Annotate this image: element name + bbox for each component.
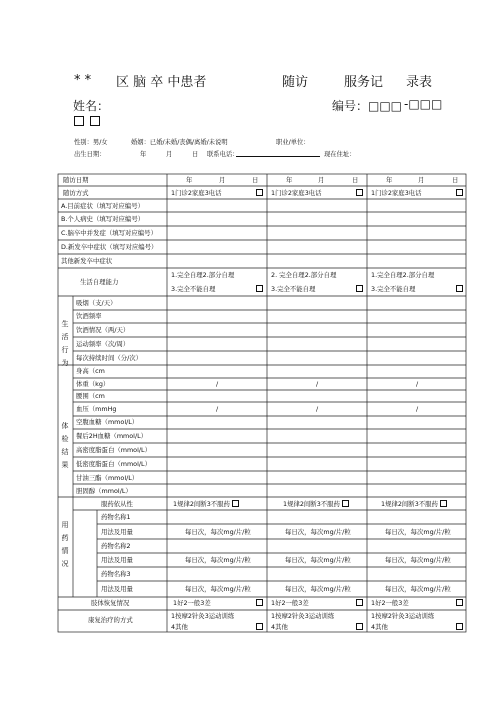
dose-2-col3: 每日次，每次mg/片/粒 — [385, 556, 451, 564]
rehab-checkbox-2[interactable] — [356, 623, 363, 630]
row-other-symptoms: 其他新发卒中症状 — [61, 257, 113, 265]
dose-2-col2: 每日次，每次mg/片/粒 — [285, 556, 351, 564]
date-year-2: 年 — [286, 176, 293, 184]
dose-3-col1: 每日次，每次mg/片/粒 — [185, 585, 251, 593]
recovery-checkbox-1[interactable] — [256, 599, 263, 606]
lifestyle-drink-frequency: 饮酒频率 — [76, 312, 102, 320]
row-complications: C.脑卒中并发症（填写对应编号） — [61, 229, 157, 237]
id-label: 编号：□□□ — [332, 99, 403, 113]
marriage-field: 婚姻：已婚/未婚/丧偶/离婚/未说明 — [131, 139, 228, 146]
lifestyle-smoking: 吸烟（支/天） — [76, 299, 117, 307]
rehab-1-line1: 1按摩2针灸3运动训练 — [171, 612, 235, 620]
date-year-1: 年 — [186, 176, 193, 184]
phone-label: 联系电话： — [207, 151, 239, 158]
rehab-checkbox-1[interactable] — [256, 623, 263, 630]
method-option-3[interactable]: 1门诊2家庭3电话 — [371, 189, 422, 197]
drug-name-3: 药物名称3 — [101, 570, 131, 578]
exam-weight: 体重（kg） — [76, 380, 110, 388]
selfcare-3-line2: 3.完全不能自理 — [371, 285, 416, 293]
selfcare-1-line1: 1.完全自理2.部分自理 — [171, 271, 235, 279]
bp-slash-2: / — [316, 405, 319, 413]
title-part-3: 服务记 — [344, 75, 384, 90]
selfcare-checkbox-2[interactable] — [356, 285, 363, 292]
weight-slash-1: / — [216, 380, 219, 388]
recovery-checkbox-3[interactable] — [456, 599, 463, 606]
bp-slash-3: / — [416, 405, 419, 413]
id-suffix: -□□□ — [404, 97, 443, 111]
selfcare-1-line2: 3.完全不能自理 — [171, 285, 216, 293]
selfcare-checkbox-3[interactable] — [456, 285, 463, 292]
sex-field: 性别：男/女 — [74, 139, 108, 146]
drug-name-1: 药物名称1 — [101, 513, 131, 521]
date-year-3: 年 — [386, 176, 393, 184]
dose-1-col3: 每日次，每次mg/片/粒 — [385, 528, 451, 536]
exam-triglyceride: 甘油三酯（mmol/L） — [76, 474, 139, 482]
title-part-1: 区 脑 卒 中患者 — [116, 75, 207, 90]
lifestyle-exercise-duration: 每次持续时间（分/次） — [76, 354, 143, 362]
exam-fasting-glucose: 空腹血糖（mmol/L） — [76, 418, 139, 426]
dose-2-col1: 每日次，每次mg/片/粒 — [185, 556, 251, 564]
title-stars: * * — [74, 73, 92, 88]
medication-group-label: 用 药 情 况 — [61, 521, 69, 568]
row-personal-history: B.个人病史（填写对应编号） — [61, 215, 145, 223]
exam-blood-pressure: 血压（mmHg — [76, 405, 117, 413]
method-checkbox-1[interactable] — [256, 189, 263, 196]
weight-slash-3: / — [416, 380, 419, 388]
compliance-option-2: 1规律2间断3不服药 — [283, 500, 340, 508]
method-option-2[interactable]: 1门诊2家庭3电话 — [271, 189, 322, 197]
rehab-checkbox-3[interactable] — [456, 623, 463, 630]
compliance-option-3: 1规律2间断3不服药 — [381, 500, 438, 508]
row-current-symptoms: A.目前症状（填写对应编号） — [61, 202, 144, 210]
compliance-option-1: 1规律2间断3不服药 — [173, 500, 230, 508]
name-label: 姓名： — [73, 99, 110, 113]
usage-label-1: 用法及用量 — [101, 528, 133, 536]
compliance-checkbox-2[interactable] — [342, 500, 349, 507]
usage-label-3: 用法及用量 — [101, 585, 133, 593]
exam-hdl: 高密度脂蛋白（mmol/L） — [76, 446, 151, 454]
address-label: 现在住址： — [324, 151, 356, 158]
dose-1-col2: 每日次，每次mg/片/粒 — [285, 528, 351, 536]
exam-postprandial-glucose: 餐后2H血糖（mmol/L） — [76, 432, 148, 440]
lifestyle-group-label: 生 活 行 为 — [61, 320, 69, 367]
recovery-label: 肢体恢复情况 — [91, 599, 130, 607]
dose-3-col2: 每日次，每次mg/片/粒 — [285, 585, 351, 593]
rehab-3-line1: 1按摩2针灸3运动训练 — [371, 612, 435, 620]
method-label: 随访方式 — [63, 189, 89, 197]
exam-group-label: 体 检 结 果 — [61, 422, 69, 469]
method-checkbox-2[interactable] — [356, 189, 363, 196]
weight-slash-2: / — [316, 380, 319, 388]
dose-1-col1: 每日次，每次mg/片/粒 — [185, 528, 251, 536]
row-new-symptoms: D.新发卒中症状（填写对应编号） — [61, 243, 158, 251]
job-field: 职业/单位： — [276, 139, 310, 146]
recovery-option-3: 1好2一般3差 — [371, 599, 409, 607]
date-month-3: 月 — [418, 176, 425, 184]
title-part-2: 随访 — [282, 75, 309, 90]
compliance-checkbox-1[interactable] — [232, 500, 239, 507]
date-month-1: 月 — [219, 176, 226, 184]
dose-3-col3: 每日次，每次mg/片/粒 — [385, 585, 451, 593]
rehab-label: 康复治疗的方式 — [88, 616, 133, 624]
selfcare-2-line1: 2. 完全自理2.部分自理 — [271, 271, 337, 279]
selfcare-checkbox-1[interactable] — [256, 285, 263, 292]
compliance-label: 服药依从性 — [101, 500, 133, 508]
method-option-1[interactable]: 1门诊2家庭3电话 — [171, 189, 222, 197]
bp-slash-1: / — [216, 405, 219, 413]
date-label: 随访日期 — [63, 176, 89, 184]
rehab-2-line1: 1按摩2针灸3运动训练 — [271, 612, 335, 620]
recovery-option-1: 1好2一般3差 — [173, 599, 211, 607]
title-part-4: 录表 — [406, 75, 433, 90]
birth-day: 日 — [192, 151, 199, 158]
exam-cholesterol: 胆固醇（mmol/L） — [76, 487, 132, 495]
birth-label: 出生日期： — [74, 151, 106, 158]
exam-ldl: 低密度脂蛋白（mmol/L） — [76, 460, 151, 468]
birth-year: 年 — [140, 151, 147, 158]
lifestyle-drink-amount: 饮酒情况（两/天） — [76, 326, 130, 334]
recovery-option-2: 1好2一般3差 — [271, 599, 309, 607]
date-day-1: 日 — [252, 176, 259, 184]
drug-name-2: 药物名称2 — [101, 542, 131, 550]
selfcare-3-line1: 1.完全自理2.部分自理 — [371, 271, 435, 279]
date-day-2: 日 — [352, 176, 359, 184]
rehab-2-line2: 4其他 — [271, 623, 288, 631]
selfcare-label: 生活自理能力 — [80, 278, 119, 286]
lifestyle-exercise-frequency: 运动频率（次/周） — [76, 340, 130, 348]
birth-month: 月 — [166, 151, 173, 158]
exam-waist: 腰围（cm — [76, 392, 105, 400]
exam-height: 身高（cm — [76, 367, 105, 375]
date-day-3: 日 — [452, 176, 459, 184]
compliance-checkbox-3[interactable] — [440, 500, 447, 507]
selfcare-2-line2: 3.完全不能自理 — [271, 285, 316, 293]
usage-label-2: 用法及用量 — [101, 556, 133, 564]
rehab-1-line2: 4其他 — [171, 623, 188, 631]
method-checkbox-3[interactable] — [456, 189, 463, 196]
rehab-3-line2: 4其他 — [371, 623, 388, 631]
date-month-2: 月 — [318, 176, 325, 184]
recovery-checkbox-2[interactable] — [356, 599, 363, 606]
